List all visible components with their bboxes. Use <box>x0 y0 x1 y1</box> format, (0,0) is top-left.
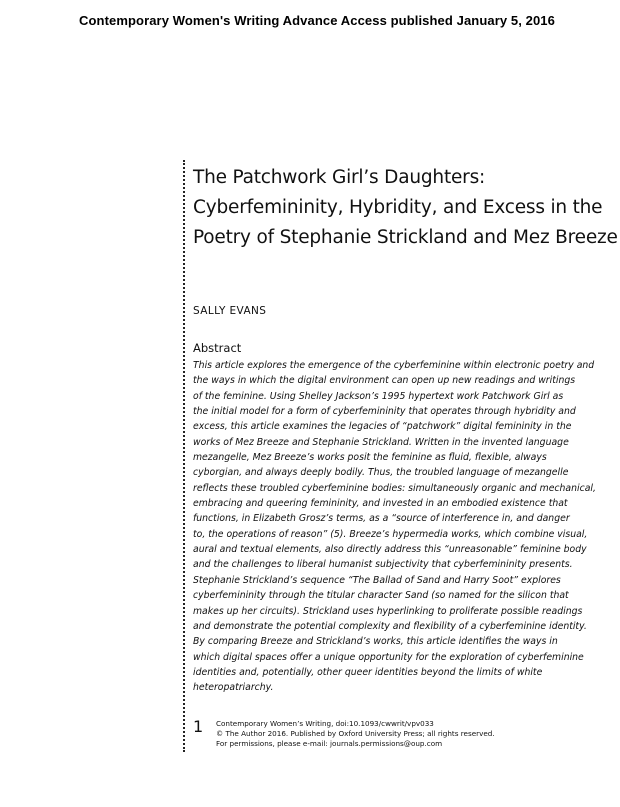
abstract-line: of the feminine. Using Shelley Jackson’s 1995 hypertext work Patchwork Girl as <box>193 390 564 402</box>
abstract-line: reflects these troubled cyberfeminine bodies: simultaneously organic and mechanical, <box>193 482 596 494</box>
abstract-line: and the challenges to liberal humanist subjectivity that cyberfemininity presents. <box>193 559 573 571</box>
title-line: Poetry of Stephanie Strickland and Mez Breeze <box>193 227 618 248</box>
abstract-line: aural and textual elements, also directly address this “unreasonable” feminine body <box>193 544 587 556</box>
abstract-line: embracing and queering femininity, and invested in an embodied existence that <box>193 498 568 510</box>
footer-line: Contemporary Women’s Writing, doi:10.1093/cwwrit/vpv033 <box>216 719 434 728</box>
footer-line: © The Author 2016. Published by Oxford University Press; all rights reserved. <box>216 729 495 738</box>
abstract-line: heteropatriarchy. <box>193 682 274 694</box>
title-line: Cyberfemininity, Hybridity, and Excess in the <box>193 197 603 218</box>
footer-citation <box>216 719 495 749</box>
advance-access-header: Contemporary Women's Writing Advance Access published January 5, 2016 <box>79 13 555 28</box>
abstract-line: By comparing Breeze and Strickland’s works, this article identifies the ways in <box>193 636 558 648</box>
abstract-line: the ways in which the digital environment can open up new readings and writings <box>193 375 576 387</box>
abstract-line: works of Mez Breeze and Stephanie Strickland. Written in the invented language <box>193 436 569 448</box>
abstract-line: identities and, potentially, other queer identities beyond the limits of white <box>193 666 543 678</box>
abstract-line: cyberfemininity through the titular character Sand (so named for the silicon that <box>193 590 569 602</box>
article-title <box>193 163 618 253</box>
page-number: 1 <box>193 717 204 736</box>
abstract-line: to, the operations of reason” (5). Breeze’s hypermedia works, which combine visual, <box>193 528 588 540</box>
abstract-line: excess, this article examines the legacies of “patchwork” digital femininity in the <box>193 421 572 433</box>
author-name: SALLY EVANS <box>193 305 267 317</box>
abstract-line: cyborgian, and always deeply bodily. Thus, the troubled language of mezangelle <box>193 467 569 479</box>
abstract-line: mezangelle, Mez Breeze’s works posit the feminine as fluid, flexible, always <box>193 452 547 464</box>
abstract-line: and demonstrate the potential complexity and flexibility of a cyberfeminine identity. <box>193 620 587 632</box>
abstract-body <box>193 358 613 696</box>
title-line: The Patchwork Girl’s Daughters: <box>193 167 486 188</box>
abstract-line: which digital spaces offer a unique opportunity for the exploration of cyberfeminine <box>193 651 584 663</box>
footer-line: For permissions, please e-mail: journals.permissions@oup.com <box>216 739 443 748</box>
abstract-line: the initial model for a form of cyberfemininity that operates through hybridity and <box>193 406 576 418</box>
abstract-line: functions, in Elizabeth Grosz’s terms, as a “source of interference in, and danger <box>193 513 570 525</box>
dotted-margin-rule <box>183 160 185 752</box>
abstract-heading: Abstract <box>193 341 242 355</box>
abstract-line: This article explores the emergence of the cyberfeminine within electronic poetry and <box>193 360 595 371</box>
abstract-line: Stephanie Strickland’s sequence “The Ballad of Sand and Harry Soot” explores <box>193 574 561 586</box>
abstract-line: makes up her circuits). Strickland uses hyperlinking to proliferate possible readings <box>193 605 583 617</box>
